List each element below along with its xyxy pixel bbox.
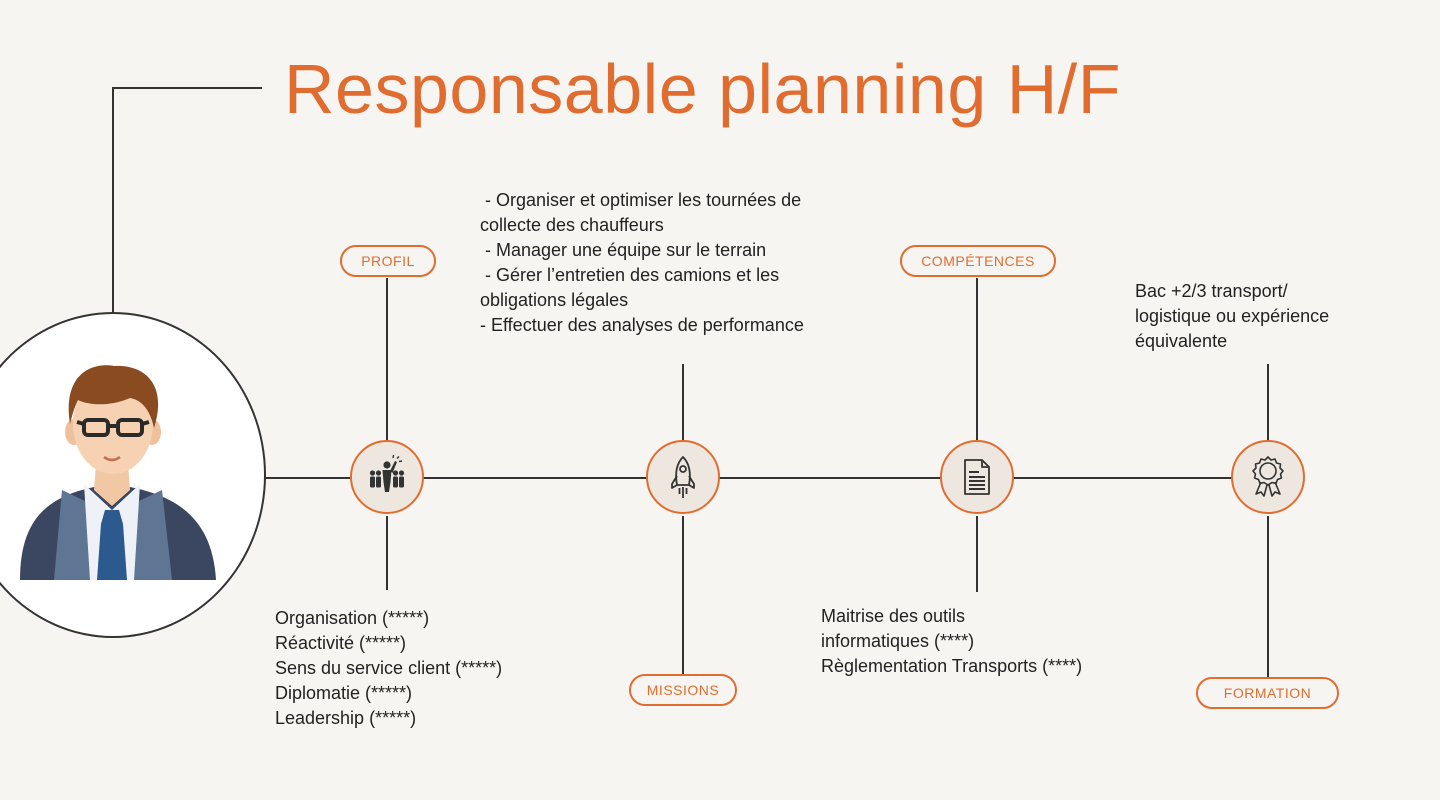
avatar (0, 312, 266, 638)
rocket-icon (660, 454, 706, 500)
list-item: - Gérer l’entretien des camions et les (480, 265, 780, 285)
list-item: équivalente (1135, 331, 1228, 351)
formation-node[interactable] (1231, 440, 1305, 514)
award-ribbon-icon (1245, 454, 1291, 500)
document-icon (954, 454, 1000, 500)
businessman-icon (0, 314, 266, 638)
list-item: informatiques (****) (821, 631, 975, 651)
list-item: obligations légales (480, 290, 629, 310)
team-leader-icon (364, 454, 410, 500)
tab-profil[interactable]: PROFIL (340, 245, 436, 277)
competences-node[interactable] (940, 440, 1014, 514)
list-item: Sens du service client (*****) (275, 658, 503, 678)
list-item: - Organiser et optimiser les tournées de (480, 190, 802, 210)
tab-competences[interactable]: COMPÉTENCES (900, 245, 1056, 277)
list-item: Règlementation Transports (****) (821, 656, 1083, 676)
competences-list (821, 604, 1082, 679)
list-item: Maitrise des outils (821, 606, 966, 626)
page-title: Responsable planning H/F (284, 50, 1121, 128)
title-connector (113, 88, 262, 312)
tab-formation[interactable]: FORMATION (1196, 677, 1339, 709)
list-item: Leadership (*****) (275, 708, 417, 728)
list-item: Réactivité (*****) (275, 633, 407, 653)
list-item: Diplomatie (*****) (275, 683, 413, 703)
profil-node[interactable] (350, 440, 424, 514)
profil-list (275, 606, 502, 731)
list-item: logistique ou expérience (1135, 306, 1330, 326)
formation-list (1135, 279, 1329, 354)
list-item: Organisation (*****) (275, 608, 430, 628)
list-item: collecte des chauffeurs (480, 215, 664, 235)
missions-node[interactable] (646, 440, 720, 514)
tab-missions[interactable]: MISSIONS (629, 674, 737, 706)
missions-list (480, 188, 804, 338)
list-item: - Manager une équipe sur le terrain (480, 240, 767, 260)
list-item: - Effectuer des analyses de performance (480, 315, 804, 335)
list-item: Bac +2/3 transport/ (1135, 281, 1288, 301)
